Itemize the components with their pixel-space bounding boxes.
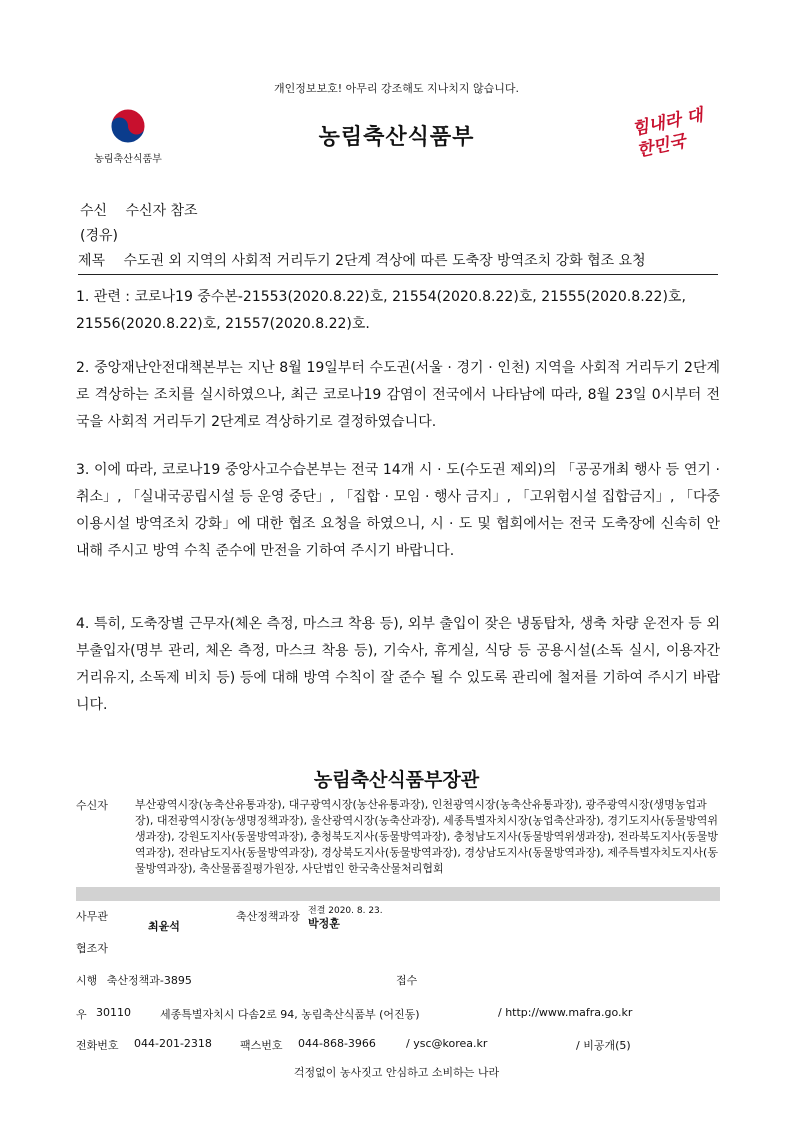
postal-label: 우	[76, 1008, 87, 1021]
organization-title: 농림축산식품부	[318, 125, 475, 150]
address: 세종특별자치시 다솜2로 94, 농림축산식품부 (어진동)	[160, 1008, 420, 1021]
enforce-line	[76, 972, 192, 988]
division-label: 축산정책과장	[236, 910, 300, 923]
disclosure-status: / 비공개(5)	[576, 1039, 631, 1052]
subject-line	[78, 250, 718, 275]
decision-stamp: 전결 2020. 8. 23.	[308, 906, 383, 916]
paragraph-1-line-2: 21556(2020.8.22)호, 21557(2020.8.22)호.	[76, 316, 370, 332]
paragraph-1-line-1: 1. 관련 : 코로나19 중수본-21553(2020.8.22)호, 21554(2020.8.22)호, 21555(2020.8.22)호,	[76, 289, 686, 305]
ministry-logo-caption: 농림축산식품부	[94, 154, 162, 165]
recipient-value: 수신자 참조	[125, 203, 198, 219]
paragraph-4: 4. 특히, 도축장별 근무자(체온 측정, 마스크 착용 등), 외부 출입이 잦은 냉동탑차, 생축 차량 운전자 등 외부출입자(명부 관리, 체온 측정, 마스크 착용 등), 기숙사, 휴게실, 식당 등 공용시설(소독 실시, 이용자간 거리유지, 소독제 비치 등) 등에 대해 방역 수칙이 잘 준수 될 수 있도록 관리에 철저를 기하여 주시기 바랍니다.	[76, 616, 720, 713]
brand-slogan-text: 힘내라 대한민국	[630, 105, 705, 162]
fax-number: 044-868-3966	[298, 1037, 376, 1050]
cooperator-label: 협조자	[76, 942, 108, 955]
officer-label: 사무관	[76, 910, 108, 923]
officer-signature: 최윤석	[148, 920, 180, 933]
sender-title: 농림축산식품부장관	[313, 769, 480, 791]
chief-signature: 박정훈	[308, 917, 340, 930]
via-line: (경유)	[80, 228, 118, 244]
subject-value: 수도권 외 지역의 사회적 거리두기 2단계 격상에 따른 도축장 방역조치 강화 협조 요청	[123, 253, 646, 269]
recipients-list: 부산광역시장(농축산유통과장), 대구광역시장(농산유통과장), 인천광역시장(농축산유통과장), 광주광역시장(생명농업과장), 대전광역시장(농생명정책과장), 울산광역시장(농축산과장), 세종특별자치시장(농업축산과장), 경기도지사(동물방역위생과장), 강원도지사(동물방역과장), 충청북도지사(동물방역과장), 충청남도지사(동물방역위생과장), 전라북도지사(동물방역과장), 전라남도지사(동물방역과장), 경상북도지사(동물방역과장), 경상남도지사(동물방역과장), 제주특별자치도지사(동물방역과장), 축산물품질평가원장, 사단법인 한국축산물처리협회	[135, 798, 718, 875]
phone-number: 044-201-2318	[134, 1037, 212, 1050]
enforce-value: 축산정책과-3895	[106, 974, 192, 987]
fax-label: 팩스번호	[240, 1039, 283, 1052]
receipt-label: 접수	[396, 974, 418, 987]
recipients-label: 수신자	[76, 799, 108, 812]
brand-slogan	[628, 104, 718, 170]
phone-label: 전화번호	[76, 1039, 119, 1052]
postal-code: 30110	[96, 1006, 131, 1019]
subject-label: 제목	[78, 253, 106, 269]
footer-slogan: 걱정없이 농사짓고 안심하고 소비하는 나라	[293, 1066, 500, 1079]
paragraph-3: 3. 이에 따라, 코로나19 중앙사고수습본부는 전국 14개 시 · 도(수도권 제외)의 「공공개최 행사 등 연기 · 취소」, 「실내국공립시설 등 운영 중단」, 「집합 · 모임 · 행사 금지」, 「고위험시설 집합금지」, 「다중이용시설 방역조치 강화」에 대한 협조 요청을 하였으니, 시 · 도 및 협회에서는 전국 도축장에 신속히 안내해 주시고 방역 수칙 준수에 만전을 기하여 주시기 바랍니다.	[76, 462, 720, 559]
recipient-line	[80, 200, 198, 220]
enforce-label: 시행	[76, 974, 98, 987]
recipient-label: 수신	[80, 203, 108, 219]
top-slogan: 개인정보보호! 아무리 강조해도 지나치지 않습니다.	[273, 82, 520, 95]
website-link[interactable]: / http://www.mafra.go.kr	[498, 1006, 633, 1019]
paragraph-2: 2. 중앙재난안전대책본부는 지난 8월 19일부터 수도권(서울 · 경기 · 인천) 지역을 사회적 거리두기 2단계로 격상하는 조치를 실시하였으나, 최근 코로나19 감염이 전국에서 나타남에 따라, 8월 23일 0시부터 전국을 사회적 거리두기 2단계로 격상하기로 결정하였습니다.	[76, 360, 720, 430]
email-link[interactable]: / ysc@korea.kr	[406, 1037, 488, 1050]
paragraph-1	[76, 284, 720, 338]
divider-bar	[76, 887, 720, 901]
